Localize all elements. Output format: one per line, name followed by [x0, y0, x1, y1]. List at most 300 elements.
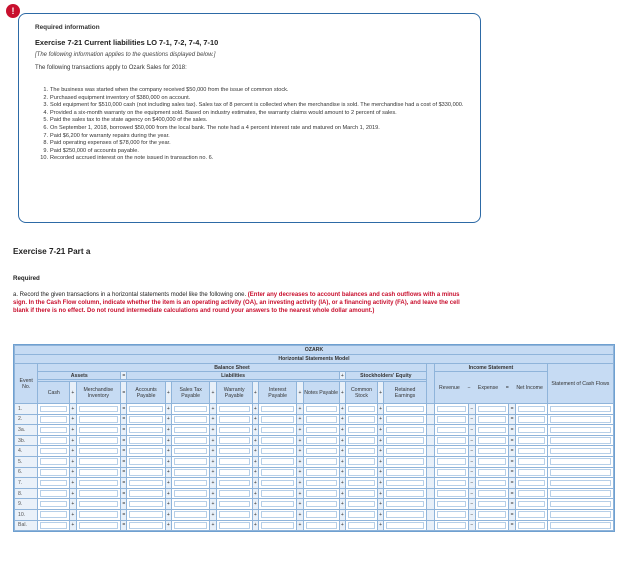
input-box[interactable] [550, 427, 611, 434]
input-box[interactable] [478, 437, 507, 444]
input-box[interactable] [174, 437, 207, 444]
input-box[interactable] [79, 469, 119, 476]
revenue-input[interactable] [435, 520, 469, 531]
net-income-input[interactable] [515, 456, 547, 467]
input-box[interactable] [40, 490, 67, 497]
input-box[interactable] [437, 501, 466, 508]
ap-input[interactable] [127, 435, 165, 446]
input-box[interactable] [79, 490, 119, 497]
np-input[interactable] [303, 414, 339, 425]
input-box[interactable] [478, 406, 507, 413]
input-box[interactable] [437, 458, 466, 465]
input-box[interactable] [219, 427, 250, 434]
input-box[interactable] [219, 437, 250, 444]
re-input[interactable] [384, 404, 426, 415]
revenue-input[interactable] [435, 488, 469, 499]
re-input[interactable] [384, 520, 426, 531]
input-box[interactable] [348, 416, 375, 423]
input-box[interactable] [386, 480, 423, 487]
input-box[interactable] [79, 522, 119, 529]
input-box[interactable] [478, 448, 507, 455]
input-box[interactable] [129, 490, 162, 497]
expense-input[interactable] [475, 456, 509, 467]
input-box[interactable] [174, 490, 207, 497]
input-box[interactable] [518, 480, 545, 487]
re-input[interactable] [384, 446, 426, 457]
merch-input[interactable] [76, 414, 121, 425]
input-box[interactable] [79, 448, 119, 455]
wp-input[interactable] [216, 404, 252, 415]
net-income-input[interactable] [515, 509, 547, 520]
net-income-input[interactable] [515, 478, 547, 489]
cs-input[interactable] [346, 467, 378, 478]
input-box[interactable] [219, 458, 250, 465]
input-box[interactable] [219, 501, 250, 508]
input-box[interactable] [518, 416, 545, 423]
input-box[interactable] [518, 490, 545, 497]
input-box[interactable] [386, 448, 423, 455]
input-box[interactable] [40, 458, 67, 465]
input-box[interactable] [348, 437, 375, 444]
input-box[interactable] [478, 480, 507, 487]
ip-input[interactable] [259, 488, 297, 499]
expense-input[interactable] [475, 488, 509, 499]
net-income-input[interactable] [515, 446, 547, 457]
input-box[interactable] [306, 501, 337, 508]
input-box[interactable] [437, 480, 466, 487]
input-box[interactable] [550, 437, 611, 444]
ip-input[interactable] [259, 520, 297, 531]
input-box[interactable] [129, 448, 162, 455]
input-box[interactable] [129, 480, 162, 487]
merch-input[interactable] [76, 425, 121, 436]
expense-input[interactable] [475, 467, 509, 478]
input-box[interactable] [306, 406, 337, 413]
input-box[interactable] [478, 427, 507, 434]
input-box[interactable] [79, 427, 119, 434]
ap-input[interactable] [127, 446, 165, 457]
input-box[interactable] [40, 501, 67, 508]
input-box[interactable] [79, 511, 119, 518]
input-box[interactable] [40, 416, 67, 423]
input-box[interactable] [129, 522, 162, 529]
input-box[interactable] [261, 427, 294, 434]
input-box[interactable] [306, 522, 337, 529]
stp-input[interactable] [172, 414, 210, 425]
input-box[interactable] [550, 522, 611, 529]
net-income-input[interactable] [515, 499, 547, 510]
revenue-input[interactable] [435, 478, 469, 489]
input-box[interactable] [437, 490, 466, 497]
input-box[interactable] [261, 437, 294, 444]
expense-input[interactable] [475, 478, 509, 489]
input-box[interactable] [174, 448, 207, 455]
wp-input[interactable] [216, 435, 252, 446]
input-box[interactable] [348, 501, 375, 508]
input-box[interactable] [219, 522, 250, 529]
revenue-input[interactable] [435, 435, 469, 446]
cash-input[interactable] [38, 488, 70, 499]
merch-input[interactable] [76, 404, 121, 415]
input-box[interactable] [219, 416, 250, 423]
merch-input[interactable] [76, 435, 121, 446]
input-box[interactable] [40, 427, 67, 434]
expense-input[interactable] [475, 520, 509, 531]
cash-flow-input[interactable] [547, 467, 613, 478]
ap-input[interactable] [127, 414, 165, 425]
input-box[interactable] [40, 448, 67, 455]
input-box[interactable] [79, 416, 119, 423]
re-input[interactable] [384, 414, 426, 425]
input-box[interactable] [219, 490, 250, 497]
merch-input[interactable] [76, 509, 121, 520]
ap-input[interactable] [127, 509, 165, 520]
input-box[interactable] [348, 490, 375, 497]
merch-input[interactable] [76, 488, 121, 499]
input-box[interactable] [174, 501, 207, 508]
input-box[interactable] [261, 448, 294, 455]
net-income-input[interactable] [515, 425, 547, 436]
expense-input[interactable] [475, 414, 509, 425]
cs-input[interactable] [346, 520, 378, 531]
input-box[interactable] [386, 458, 423, 465]
wp-input[interactable] [216, 456, 252, 467]
input-box[interactable] [550, 416, 611, 423]
input-box[interactable] [129, 427, 162, 434]
stp-input[interactable] [172, 478, 210, 489]
input-box[interactable] [437, 437, 466, 444]
input-box[interactable] [174, 406, 207, 413]
input-box[interactable] [348, 480, 375, 487]
net-income-input[interactable] [515, 520, 547, 531]
ip-input[interactable] [259, 404, 297, 415]
re-input[interactable] [384, 478, 426, 489]
input-box[interactable] [40, 469, 67, 476]
input-box[interactable] [478, 522, 507, 529]
net-income-input[interactable] [515, 467, 547, 478]
input-box[interactable] [478, 490, 507, 497]
re-input[interactable] [384, 499, 426, 510]
input-box[interactable] [129, 437, 162, 444]
input-box[interactable] [79, 501, 119, 508]
stp-input[interactable] [172, 435, 210, 446]
stp-input[interactable] [172, 467, 210, 478]
np-input[interactable] [303, 488, 339, 499]
merch-input[interactable] [76, 520, 121, 531]
wp-input[interactable] [216, 520, 252, 531]
ap-input[interactable] [127, 425, 165, 436]
expense-input[interactable] [475, 404, 509, 415]
input-box[interactable] [550, 511, 611, 518]
input-box[interactable] [174, 480, 207, 487]
cs-input[interactable] [346, 478, 378, 489]
input-box[interactable] [437, 448, 466, 455]
input-box[interactable] [306, 469, 337, 476]
input-box[interactable] [219, 448, 250, 455]
input-box[interactable] [129, 406, 162, 413]
ap-input[interactable] [127, 467, 165, 478]
merch-input[interactable] [76, 446, 121, 457]
input-box[interactable] [261, 522, 294, 529]
np-input[interactable] [303, 435, 339, 446]
input-box[interactable] [306, 437, 337, 444]
input-box[interactable] [129, 501, 162, 508]
input-box[interactable] [306, 511, 337, 518]
input-box[interactable] [478, 469, 507, 476]
input-box[interactable] [437, 427, 466, 434]
input-box[interactable] [518, 501, 545, 508]
np-input[interactable] [303, 509, 339, 520]
cs-input[interactable] [346, 404, 378, 415]
wp-input[interactable] [216, 499, 252, 510]
cs-input[interactable] [346, 435, 378, 446]
cs-input[interactable] [346, 425, 378, 436]
revenue-input[interactable] [435, 509, 469, 520]
input-box[interactable] [306, 448, 337, 455]
wp-input[interactable] [216, 478, 252, 489]
np-input[interactable] [303, 467, 339, 478]
cash-input[interactable] [38, 509, 70, 520]
net-income-input[interactable] [515, 404, 547, 415]
cash-flow-input[interactable] [547, 488, 613, 499]
input-box[interactable] [174, 522, 207, 529]
cs-input[interactable] [346, 509, 378, 520]
input-box[interactable] [348, 406, 375, 413]
stp-input[interactable] [172, 520, 210, 531]
input-box[interactable] [550, 406, 611, 413]
wp-input[interactable] [216, 425, 252, 436]
input-box[interactable] [348, 458, 375, 465]
input-box[interactable] [518, 406, 545, 413]
input-box[interactable] [261, 490, 294, 497]
stp-input[interactable] [172, 425, 210, 436]
input-box[interactable] [40, 511, 67, 518]
ip-input[interactable] [259, 425, 297, 436]
np-input[interactable] [303, 425, 339, 436]
cash-input[interactable] [38, 446, 70, 457]
input-box[interactable] [386, 427, 423, 434]
ip-input[interactable] [259, 414, 297, 425]
input-box[interactable] [129, 458, 162, 465]
cash-input[interactable] [38, 456, 70, 467]
input-box[interactable] [437, 522, 466, 529]
input-box[interactable] [306, 416, 337, 423]
stp-input[interactable] [172, 509, 210, 520]
net-income-input[interactable] [515, 414, 547, 425]
ip-input[interactable] [259, 435, 297, 446]
cs-input[interactable] [346, 446, 378, 457]
net-income-input[interactable] [515, 488, 547, 499]
revenue-input[interactable] [435, 456, 469, 467]
ap-input[interactable] [127, 499, 165, 510]
cash-input[interactable] [38, 478, 70, 489]
stp-input[interactable] [172, 446, 210, 457]
ip-input[interactable] [259, 456, 297, 467]
input-box[interactable] [129, 416, 162, 423]
cash-input[interactable] [38, 435, 70, 446]
revenue-input[interactable] [435, 404, 469, 415]
expense-input[interactable] [475, 446, 509, 457]
input-box[interactable] [518, 469, 545, 476]
input-box[interactable] [306, 458, 337, 465]
stp-input[interactable] [172, 404, 210, 415]
ap-input[interactable] [127, 404, 165, 415]
input-box[interactable] [348, 522, 375, 529]
input-box[interactable] [386, 511, 423, 518]
cs-input[interactable] [346, 488, 378, 499]
revenue-input[interactable] [435, 425, 469, 436]
input-box[interactable] [261, 416, 294, 423]
input-box[interactable] [518, 427, 545, 434]
input-box[interactable] [261, 480, 294, 487]
input-box[interactable] [261, 406, 294, 413]
wp-input[interactable] [216, 488, 252, 499]
input-box[interactable] [386, 501, 423, 508]
input-box[interactable] [386, 437, 423, 444]
input-box[interactable] [437, 406, 466, 413]
input-box[interactable] [478, 416, 507, 423]
input-box[interactable] [219, 511, 250, 518]
input-box[interactable] [261, 458, 294, 465]
merch-input[interactable] [76, 478, 121, 489]
cs-input[interactable] [346, 499, 378, 510]
np-input[interactable] [303, 456, 339, 467]
merch-input[interactable] [76, 499, 121, 510]
cash-flow-input[interactable] [547, 499, 613, 510]
input-box[interactable] [40, 406, 67, 413]
re-input[interactable] [384, 425, 426, 436]
input-box[interactable] [550, 448, 611, 455]
input-box[interactable] [261, 501, 294, 508]
input-box[interactable] [550, 458, 611, 465]
cash-flow-input[interactable] [547, 509, 613, 520]
input-box[interactable] [386, 469, 423, 476]
input-box[interactable] [219, 480, 250, 487]
cash-input[interactable] [38, 414, 70, 425]
cash-flow-input[interactable] [547, 456, 613, 467]
input-box[interactable] [261, 511, 294, 518]
input-box[interactable] [518, 437, 545, 444]
input-box[interactable] [174, 416, 207, 423]
ap-input[interactable] [127, 520, 165, 531]
ip-input[interactable] [259, 509, 297, 520]
input-box[interactable] [478, 511, 507, 518]
input-box[interactable] [518, 458, 545, 465]
cash-flow-input[interactable] [547, 478, 613, 489]
cash-input[interactable] [38, 404, 70, 415]
input-box[interactable] [306, 490, 337, 497]
input-box[interactable] [174, 458, 207, 465]
input-box[interactable] [386, 490, 423, 497]
cash-flow-input[interactable] [547, 425, 613, 436]
input-box[interactable] [518, 522, 545, 529]
input-box[interactable] [79, 406, 119, 413]
expense-input[interactable] [475, 509, 509, 520]
revenue-input[interactable] [435, 446, 469, 457]
stp-input[interactable] [172, 456, 210, 467]
input-box[interactable] [174, 511, 207, 518]
merch-input[interactable] [76, 467, 121, 478]
ip-input[interactable] [259, 467, 297, 478]
np-input[interactable] [303, 446, 339, 457]
wp-input[interactable] [216, 467, 252, 478]
cash-flow-input[interactable] [547, 446, 613, 457]
stp-input[interactable] [172, 499, 210, 510]
wp-input[interactable] [216, 414, 252, 425]
input-box[interactable] [40, 522, 67, 529]
re-input[interactable] [384, 456, 426, 467]
np-input[interactable] [303, 499, 339, 510]
cash-input[interactable] [38, 520, 70, 531]
revenue-input[interactable] [435, 414, 469, 425]
np-input[interactable] [303, 520, 339, 531]
expense-input[interactable] [475, 425, 509, 436]
np-input[interactable] [303, 404, 339, 415]
cash-flow-input[interactable] [547, 414, 613, 425]
input-box[interactable] [437, 416, 466, 423]
input-box[interactable] [386, 406, 423, 413]
merch-input[interactable] [76, 456, 121, 467]
re-input[interactable] [384, 509, 426, 520]
cash-flow-input[interactable] [547, 435, 613, 446]
cash-flow-input[interactable] [547, 404, 613, 415]
ap-input[interactable] [127, 456, 165, 467]
np-input[interactable] [303, 478, 339, 489]
input-box[interactable] [40, 480, 67, 487]
input-box[interactable] [129, 469, 162, 476]
input-box[interactable] [550, 480, 611, 487]
input-box[interactable] [219, 406, 250, 413]
ip-input[interactable] [259, 499, 297, 510]
cash-flow-input[interactable] [547, 520, 613, 531]
input-box[interactable] [219, 469, 250, 476]
input-box[interactable] [174, 427, 207, 434]
revenue-input[interactable] [435, 467, 469, 478]
input-box[interactable] [348, 427, 375, 434]
input-box[interactable] [550, 501, 611, 508]
cs-input[interactable] [346, 456, 378, 467]
wp-input[interactable] [216, 446, 252, 457]
input-box[interactable] [518, 511, 545, 518]
revenue-input[interactable] [435, 499, 469, 510]
cs-input[interactable] [346, 414, 378, 425]
input-box[interactable] [518, 448, 545, 455]
net-income-input[interactable] [515, 435, 547, 446]
input-box[interactable] [348, 448, 375, 455]
input-box[interactable] [129, 511, 162, 518]
input-box[interactable] [79, 480, 119, 487]
expense-input[interactable] [475, 499, 509, 510]
input-box[interactable] [478, 501, 507, 508]
input-box[interactable] [437, 511, 466, 518]
input-box[interactable] [174, 469, 207, 476]
ap-input[interactable] [127, 478, 165, 489]
input-box[interactable] [40, 437, 67, 444]
ap-input[interactable] [127, 488, 165, 499]
cash-input[interactable] [38, 467, 70, 478]
input-box[interactable] [348, 469, 375, 476]
input-box[interactable] [550, 469, 611, 476]
cash-input[interactable] [38, 499, 70, 510]
expense-input[interactable] [475, 435, 509, 446]
input-box[interactable] [79, 458, 119, 465]
wp-input[interactable] [216, 509, 252, 520]
input-box[interactable] [386, 522, 423, 529]
input-box[interactable] [386, 416, 423, 423]
re-input[interactable] [384, 488, 426, 499]
input-box[interactable] [478, 458, 507, 465]
re-input[interactable] [384, 467, 426, 478]
